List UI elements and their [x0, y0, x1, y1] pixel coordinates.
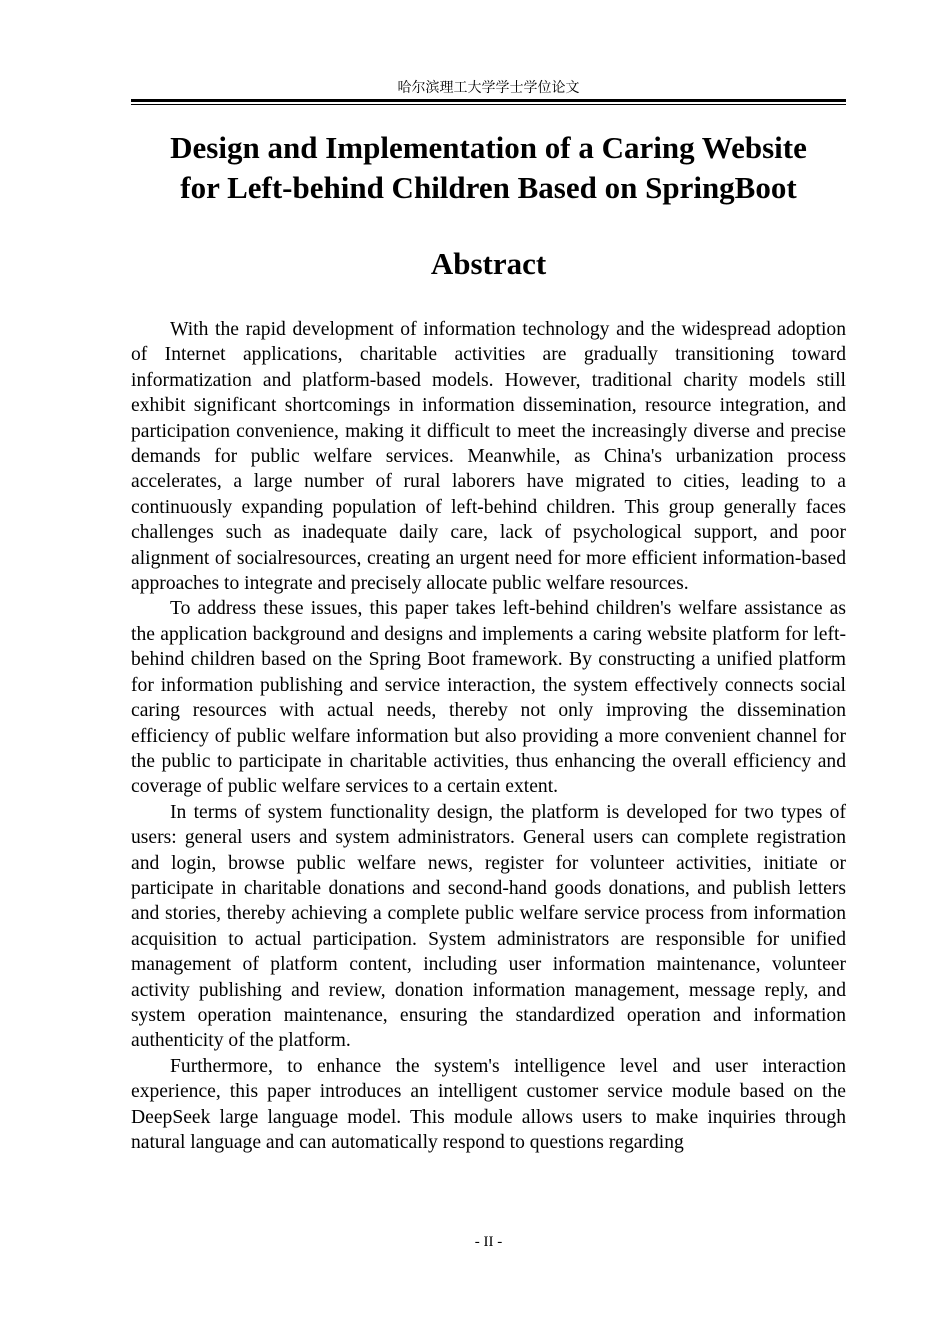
abstract-paragraph-2: To address these issues, this paper takes left-behind children's welfare assistance as the application background and designs and implements a caring website platform for left-behind children based on the Spring Boot framework. By constructing a unified platform for information publishing and service interaction, the system effectively connects social caring resources with actual needs, thereby not only improving the dissemination efficiency of public welfare information but also providing a more convenient channel for the public to participate in charitable activities, thus enhancing the overall efficiency and coverage of public welfare services to a certain extent. — [131, 598, 846, 798]
abstract-heading: Abstract — [430, 246, 547, 281]
abstract-paragraph-3: In terms of system functionality design, the platform is developed for two types of users: general users and system administrators. General users can complete registration and login, browse public welfare news, register for volunteer activities, initiate or participate in charitable donations and second-hand goods donations, and publish letters and stories, thereby achieving a complete public welfare service process from information acquisition to actual participation. System administrators are responsible for unified management of platform content, including user information maintenance, volunteer activity publishing and review, donation information management, message reply, and system operation maintenance, ensuring the standardized operation and information authenticity of the platform. — [131, 801, 846, 1052]
paper-title — [131, 128, 846, 208]
header-rule-thin — [131, 104, 846, 105]
abstract-body — [131, 317, 846, 1233]
running-header: 哈尔滨理工大学学士学位论文 — [397, 80, 580, 96]
abstract-paragraph-4: Furthermore, to enhance the system's intelligence level and user interaction experience, this paper introduces an intelligent customer service module based on the DeepSeek large language model. This module allows users to make inquiries through natural language and can automatically respond to questions regarding — [131, 1055, 846, 1153]
paper-title-line-2: for Left-behind Children Based on SpringBoot — [180, 170, 797, 205]
header-rule-thick — [131, 99, 846, 102]
abstract-paragraph-1: With the rapid development of information technology and the widespread adoption of Internet applications, charitable activities are gradually transitioning toward informatization and platform-based models. However, traditional charity models still exhibit significant shortcomings in information dissemination, resource integration, and participation convenience, making it difficult to meet the increasingly diverse and precise demands for public welfare services. Meanwhile, as China's urbanization process accelerates, a large number of rural laborers have migrated to cities, leading to a continuously expanding population of left-behind children. This group generally faces challenges such as inadequate daily care, lack of psychological support, and poor alignment of socialresources, creating an urgent need for more efficient information-based approaches to integrate and precisely allocate public welfare resources. — [131, 319, 846, 595]
page-number: - II - — [474, 1234, 503, 1250]
paper-title-line-1: Design and Implementation of a Caring Website — [170, 130, 807, 165]
